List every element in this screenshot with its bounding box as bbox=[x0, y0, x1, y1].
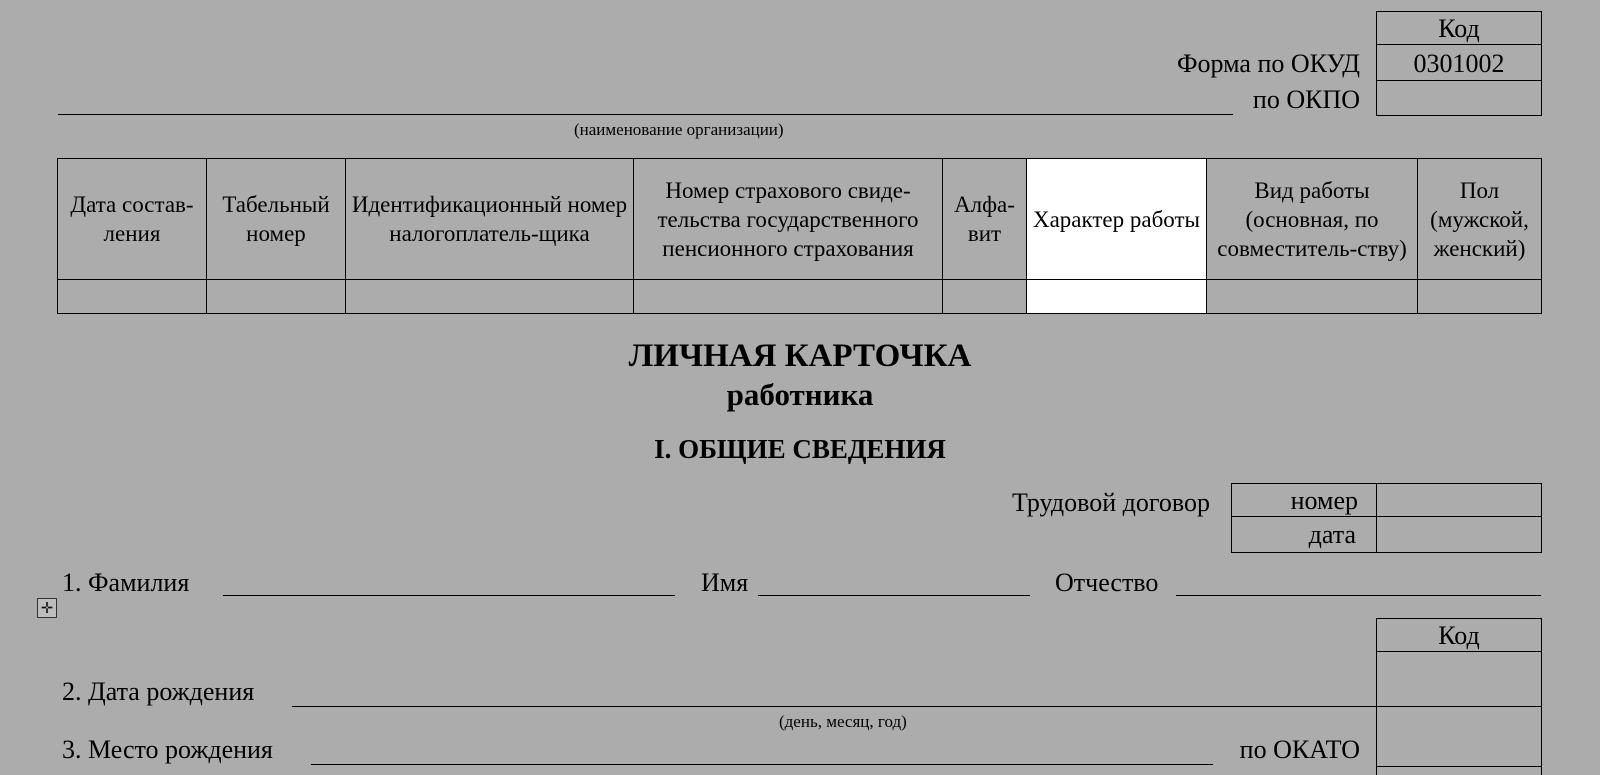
birth-place-field[interactable] bbox=[311, 764, 1213, 765]
summary-table bbox=[57, 158, 1542, 314]
table-row bbox=[58, 280, 1542, 314]
bottom-code-divider-2 bbox=[1376, 706, 1542, 707]
cell-work-type[interactable] bbox=[1207, 280, 1418, 314]
okato-code-cell[interactable] bbox=[1378, 709, 1540, 765]
contract-label: Трудовой договор bbox=[1012, 488, 1210, 517]
surname-field[interactable] bbox=[223, 595, 675, 596]
bottom-code-divider-3 bbox=[1376, 766, 1542, 767]
section-title: I. ОБЩИЕ СВЕДЕНИЯ bbox=[654, 434, 946, 464]
contract-number-label: номер bbox=[1290, 485, 1358, 515]
birth-date-label: 2. Дата рождения bbox=[62, 677, 255, 706]
contract-date-value[interactable] bbox=[1377, 518, 1542, 552]
patronymic-label: Отчество bbox=[1055, 568, 1159, 597]
page-title: ЛИЧНАЯ КАРТОЧКА bbox=[628, 338, 972, 374]
table-move-handle-icon[interactable]: ✛ bbox=[37, 598, 57, 618]
contract-date-label: дата bbox=[1308, 520, 1356, 549]
birth-date-code-cell[interactable] bbox=[1378, 654, 1540, 706]
col-header-alphabet: Алфа-вит bbox=[943, 159, 1027, 280]
organization-name-line[interactable] bbox=[58, 114, 1233, 115]
contract-number-value[interactable] bbox=[1377, 484, 1542, 517]
okpo-code-value[interactable] bbox=[1376, 82, 1542, 116]
birth-date-caption: (день, месяц, год) bbox=[779, 712, 907, 731]
cell-insurance-number[interactable] bbox=[634, 280, 943, 314]
okud-code-value[interactable]: 0301002 bbox=[1413, 49, 1505, 78]
forma-okud-label: Форма по ОКУД bbox=[1177, 49, 1360, 78]
col-header-insurance-number: Номер страхового свиде-тельства государственного пенсионного страхования bbox=[634, 159, 943, 280]
first-name-field[interactable] bbox=[758, 595, 1030, 596]
cell-tab-number[interactable] bbox=[207, 280, 346, 314]
col-header-work-character: Характер работы bbox=[1027, 159, 1207, 280]
cell-gender[interactable] bbox=[1418, 280, 1542, 314]
surname-label: 1. Фамилия bbox=[62, 568, 190, 597]
organization-name-caption: (наименование организации) bbox=[574, 120, 784, 139]
birth-place-label: 3. Место рождения bbox=[62, 735, 273, 764]
table-header-row bbox=[58, 159, 1542, 280]
patronymic-field[interactable] bbox=[1176, 595, 1541, 596]
col-header-date: Дата состав-ления bbox=[58, 159, 207, 280]
col-header-inn: Идентификационный номер налогоплатель-щика bbox=[346, 159, 634, 280]
okato-label: по ОКАТО bbox=[1239, 735, 1360, 764]
kod-header: Код bbox=[1438, 14, 1480, 43]
col-header-work-type: Вид работы (основная, по совместитель-ству) bbox=[1207, 159, 1418, 280]
col-header-gender: Пол (мужской, женский) bbox=[1418, 159, 1542, 280]
birth-date-field[interactable] bbox=[292, 706, 1376, 707]
page-subtitle: работника bbox=[726, 377, 874, 412]
cell-alphabet[interactable] bbox=[943, 280, 1027, 314]
cell-work-character[interactable] bbox=[1027, 280, 1207, 314]
col-header-tab-number: Табельный номер bbox=[207, 159, 346, 280]
cell-date[interactable] bbox=[58, 280, 207, 314]
first-name-label: Имя bbox=[701, 568, 749, 597]
cell-inn[interactable] bbox=[346, 280, 634, 314]
okpo-label: по ОКПО bbox=[1252, 85, 1360, 114]
bottom-kod-header: Код bbox=[1438, 621, 1480, 650]
